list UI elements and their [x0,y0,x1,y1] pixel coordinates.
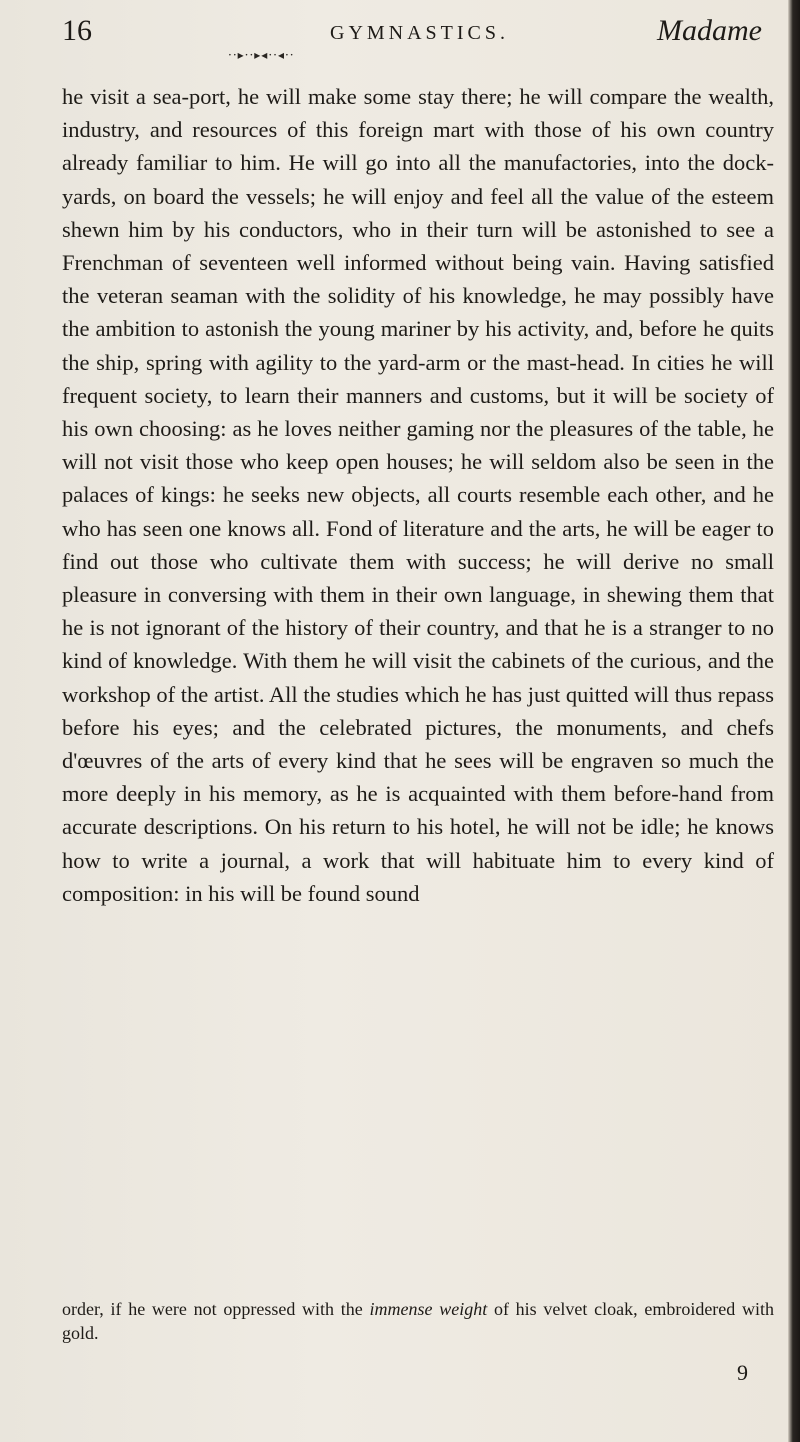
page-header [62,14,762,54]
running-head-catchword: Madame [657,14,762,47]
body-paragraph: he visit a sea-port, he will make some stay there; he will compare the wealth, industry, and resources of this foreign mart with those of his own country already familiar to him. He will go into all the manufactories, into the dock-yards, on board the vessels; he will enjoy and feel all the value of the esteem shewn him by his conductors, who in their turn will be astonished to see a Frenchman of seventeen well informed without being vain. Having satisfied the veteran seaman with the solidity of his knowledge, he may possibly have the ambition to astonish the young mariner by his activity, and, before he quits the ship, spring with agility to the yard-arm or the mast-head. In cities he will frequent society, to learn their manners and customs, but it will be society of his own choosing: as he loves neither gaming nor the pleasures of the table, he will not visit those who keep open houses; he will seldom also be seen in the palaces of kings: he seeks new objects, all courts resemble each other, and he who has seen one knows all. Fond of literature and the arts, he will be eager to find out those who cultivate them with success; he will derive no small pleasure in conversing with them in their own language, in shewing them that he is not ignorant of the history of their country, and that he is a stranger to no kind of knowledge. With them he will visit the cabinets of the curious, and the workshop of the artist. All the studies which he has just quitted will thus repass before his eyes; and the celebrated pictures, the monuments, and chefs d'œuvres of the arts of every kind that he sees will be engraven so much the more deeply in his memory, as he is acquainted with them before-hand from accurate descriptions. On his return to his hotel, he will not be idle; he knows how to write a journal, a work that will habituate him to every kind of composition: in his will be found sound [62,84,774,906]
body-text [62,80,774,910]
running-head: GYMNASTICS. [330,22,510,44]
footnote-text-start: order, if he were not oppressed with the [62,1299,370,1319]
footnote-text-end: of his velvet cloak, embroidered with gold. [62,1299,775,1343]
signature-mark: 9 [737,1360,748,1385]
header-ornament: ··▸··▸◂··◂·· [228,48,295,62]
page-edge-shadow [788,0,800,1442]
footnote-emphasis: immense weight [369,1299,488,1319]
footnote [62,1297,774,1345]
page-number: 16 [62,14,92,47]
